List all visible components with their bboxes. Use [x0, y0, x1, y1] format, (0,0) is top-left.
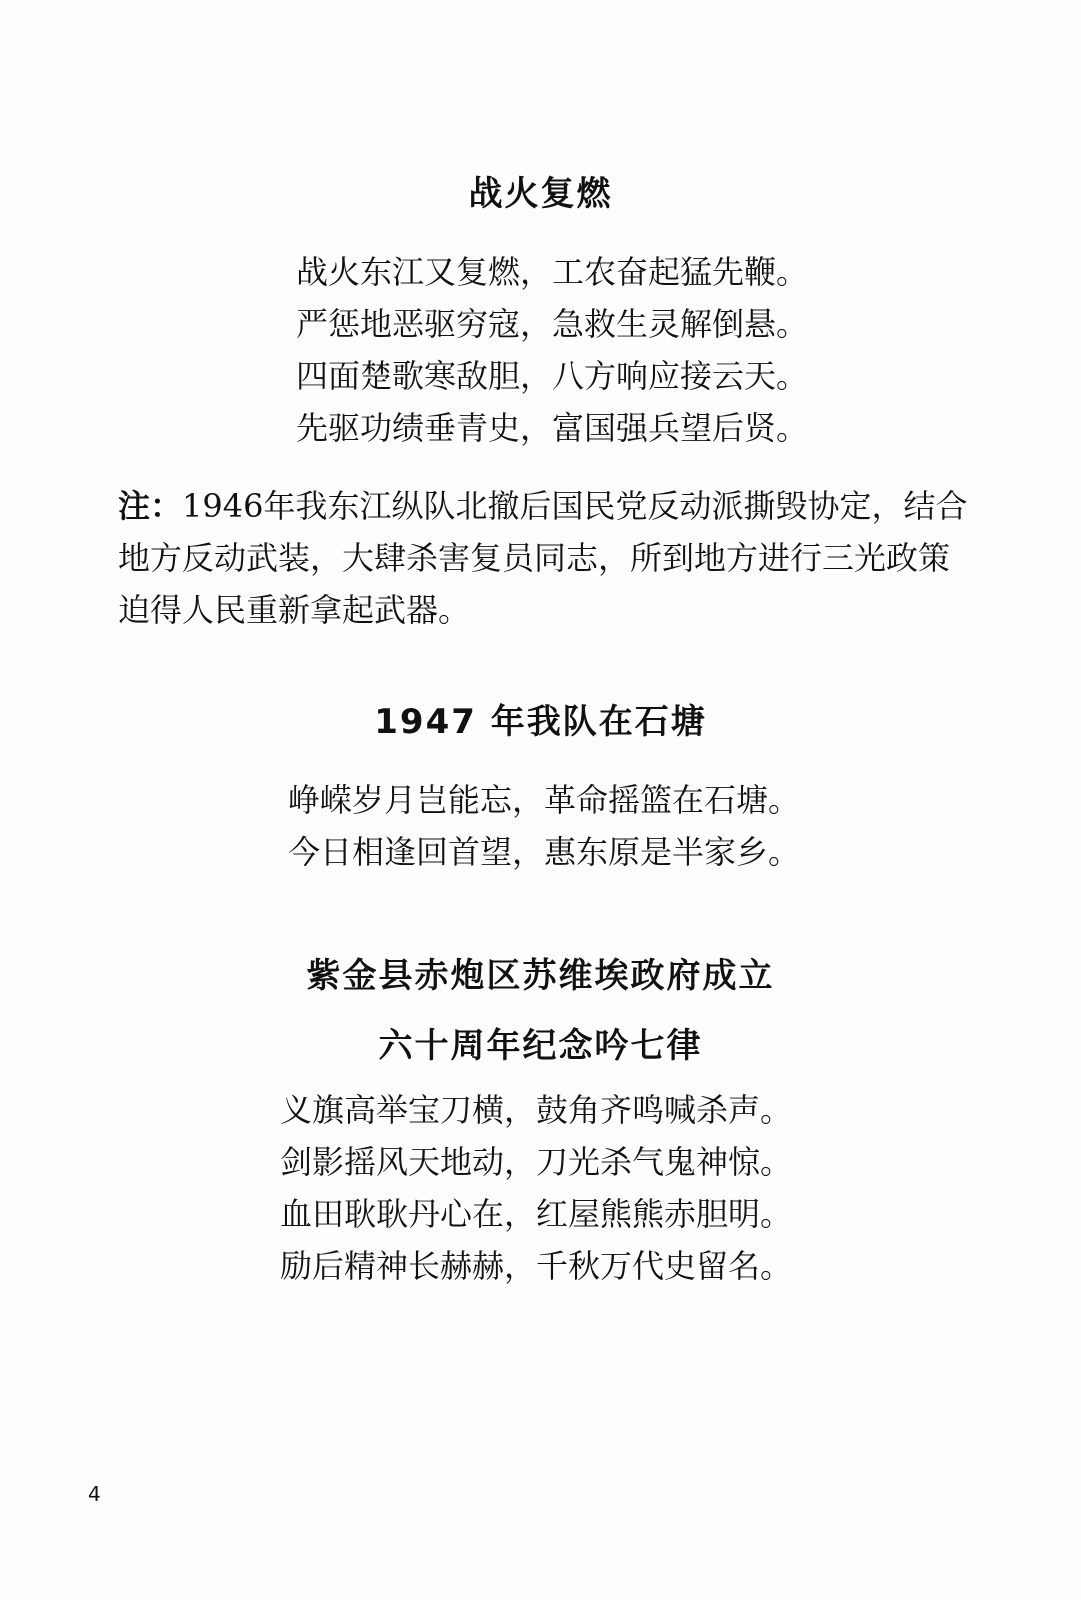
- poem-line: 严惩地恶驱穷寇，急救生灵解倒悬。: [296, 305, 809, 343]
- poem-body-zhanhuo-furan: [296, 246, 808, 454]
- page-number: 4: [88, 1482, 101, 1506]
- note-line-1: [118, 480, 978, 532]
- poem-line: 血田耿耿丹心在，红屋熊熊赤胆明。: [280, 1195, 793, 1233]
- poem-line: 剑影摇风天地动，刀光杀气鬼神惊。: [280, 1143, 793, 1181]
- poem-line: 四面楚歌寒敌胆，八方响应接云天。: [296, 357, 809, 395]
- poem-line: 励后精神长赫赫，千秋万代史留名。: [280, 1247, 793, 1285]
- poem-line: 义旗高举宝刀横，鼓角齐鸣喊杀声。: [280, 1091, 793, 1129]
- note-label: 注：: [118, 487, 183, 525]
- poem-body-shitang: [288, 774, 800, 878]
- note-line-2: 地方反动武装，大肆杀害复员同志，所到地方进行三光政策: [118, 539, 951, 577]
- poem-title-shitang: 1947 年我队在石塘: [374, 702, 707, 742]
- poem-line: 先驱功绩垂青史，富国强兵望后贤。: [296, 409, 809, 447]
- poem-title-zijin-line-1: 紫金县赤炮区苏维埃政府成立: [306, 956, 775, 996]
- poem-title-zhanhuo-furan: 战火复燃: [468, 174, 613, 214]
- poem-note: [118, 480, 978, 636]
- poem-line: 今日相逢回首望，惠东原是半家乡。: [288, 833, 801, 871]
- poem-line: 峥嵘岁月岂能忘，革命摇篮在石塘。: [288, 781, 801, 819]
- poem-title-zijin-line-2: 六十周年纪念吟七律: [378, 1026, 703, 1066]
- poem-body-zijin: [280, 1084, 792, 1292]
- note-text: 1946年我东江纵队北撤后国民党反动派撕毁协定，结合: [182, 487, 968, 525]
- poem-line: 战火东江又复燃，工农奋起猛先鞭。: [296, 253, 809, 291]
- note-line-3: 迫得人民重新拿起武器。: [118, 591, 471, 629]
